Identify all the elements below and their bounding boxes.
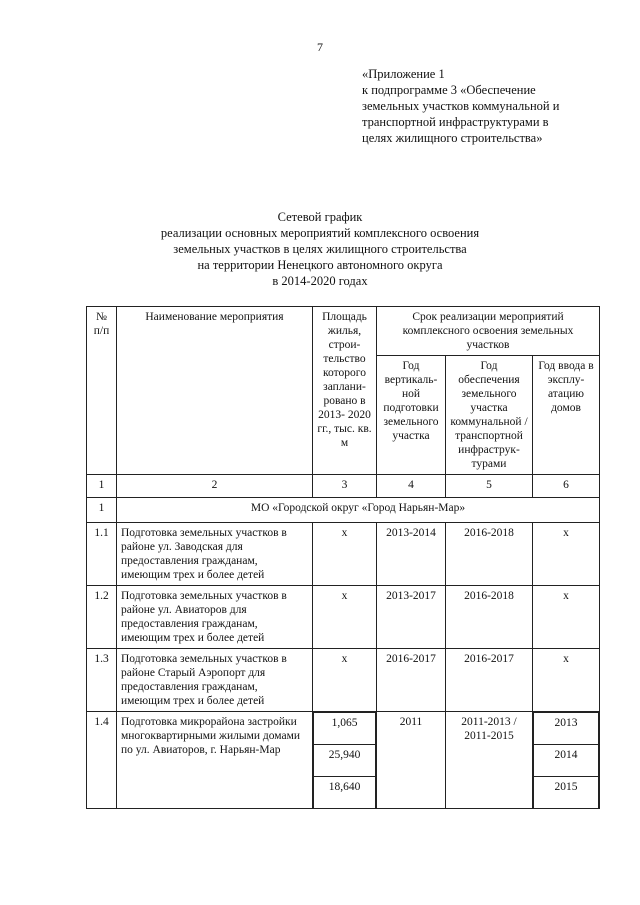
row-housing-group bbox=[533, 712, 600, 809]
row-num: 1.4 bbox=[87, 712, 117, 809]
appendix-line: к подпрограмме 3 «Обеспечение bbox=[362, 83, 536, 97]
title-line: земельных участков в целях жилищного строительства bbox=[173, 242, 467, 256]
appendix-note bbox=[362, 66, 624, 146]
column-number-row bbox=[87, 475, 600, 498]
column-number: 5 bbox=[446, 475, 533, 498]
title-line: на территории Ненецкого автономного округа bbox=[197, 258, 443, 272]
row-infra: 2016-2018 bbox=[446, 523, 533, 586]
row-num: 1.1 bbox=[87, 523, 117, 586]
header-year-housing: Год ввода в эксплу- атацию домов bbox=[533, 356, 600, 475]
row-name: Подготовка земельных участков в районе ул. Авиаторов для предоставления гражданам, имеющим трех и более детей bbox=[117, 586, 313, 649]
column-number: 6 bbox=[533, 475, 600, 498]
table-row bbox=[87, 649, 600, 712]
row-area: х bbox=[313, 649, 377, 712]
appendix-line: земельных участков коммунальной и bbox=[362, 99, 560, 113]
table-row bbox=[87, 523, 600, 586]
header-year-vertical: Год вертикаль- ной подготовки земельного участка bbox=[377, 356, 446, 475]
section-row bbox=[87, 498, 600, 523]
row-vertical: 2016-2017 bbox=[377, 649, 446, 712]
appendix-line: целях жилищного строительства» bbox=[362, 131, 543, 145]
appendix-line: «Приложение 1 bbox=[362, 67, 445, 81]
row-area: х bbox=[313, 586, 377, 649]
row-infra: 2011-2013 / 2011-2015 bbox=[446, 712, 533, 809]
row-num: 1.2 bbox=[87, 586, 117, 649]
title-line: Сетевой график bbox=[277, 210, 363, 224]
row-vertical: 2013-2014 bbox=[377, 523, 446, 586]
row-name: Подготовка микрорайона застройки многоквартирными жилыми домами по ул. Авиаторов, г. Нарьян-Мар bbox=[117, 712, 313, 809]
header-period: Срок реализации мероприятий комплексного освоения земельных участков bbox=[377, 307, 600, 356]
section-title: МО «Городской округ «Город Нарьян-Мар» bbox=[117, 498, 600, 523]
row-num: 1.3 bbox=[87, 649, 117, 712]
table-row bbox=[87, 712, 600, 809]
title-line: в 2014-2020 годах bbox=[272, 274, 368, 288]
schedule-table bbox=[86, 306, 600, 809]
document-title bbox=[0, 209, 640, 289]
row-vertical: 2013-2017 bbox=[377, 586, 446, 649]
column-number: 1 bbox=[87, 475, 117, 498]
header-name: Наименование мероприятия bbox=[117, 307, 313, 475]
row-infra: 2016-2017 bbox=[446, 649, 533, 712]
row-name: Подготовка земельных участков в районе Старый Аэропорт для предоставления гражданам, имеющим трех и более детей bbox=[117, 649, 313, 712]
row-housing: 2014 bbox=[534, 745, 599, 777]
row-housing: 2015 bbox=[534, 777, 599, 809]
row-infra: 2016-2018 bbox=[446, 586, 533, 649]
row-area: х bbox=[313, 523, 377, 586]
row-area: 25,940 bbox=[314, 745, 376, 777]
column-number: 4 bbox=[377, 475, 446, 498]
row-housing: 2013 bbox=[534, 713, 599, 745]
header-row bbox=[87, 307, 600, 356]
table-row bbox=[87, 586, 600, 649]
header-area: Площадь жилья, строи- тельство которого заплани- ровано в 2013- 2020 гг., тыс. кв. м bbox=[313, 307, 377, 475]
section-num: 1 bbox=[87, 498, 117, 523]
title-line: реализации основных мероприятий комплексного освоения bbox=[160, 226, 480, 240]
row-area-group bbox=[313, 712, 377, 809]
page-number: 7 bbox=[317, 40, 323, 54]
header-num: № п/п bbox=[87, 307, 117, 475]
header-year-infra: Год обеспечения земельного участка коммунальной / транспортной инфраструк- турами bbox=[446, 356, 533, 475]
row-housing: х bbox=[533, 586, 600, 649]
row-area: 1,065 bbox=[314, 713, 376, 745]
row-housing: х bbox=[533, 523, 600, 586]
column-number: 3 bbox=[313, 475, 377, 498]
row-area: 18,640 bbox=[314, 777, 376, 809]
appendix-line: транспортной инфраструктурами в bbox=[362, 115, 549, 129]
row-vertical: 2011 bbox=[377, 712, 446, 809]
row-housing: х bbox=[533, 649, 600, 712]
row-name: Подготовка земельных участков в районе ул. Заводская для предоставления гражданам, имеющим трех и более детей bbox=[117, 523, 313, 586]
column-number: 2 bbox=[117, 475, 313, 498]
